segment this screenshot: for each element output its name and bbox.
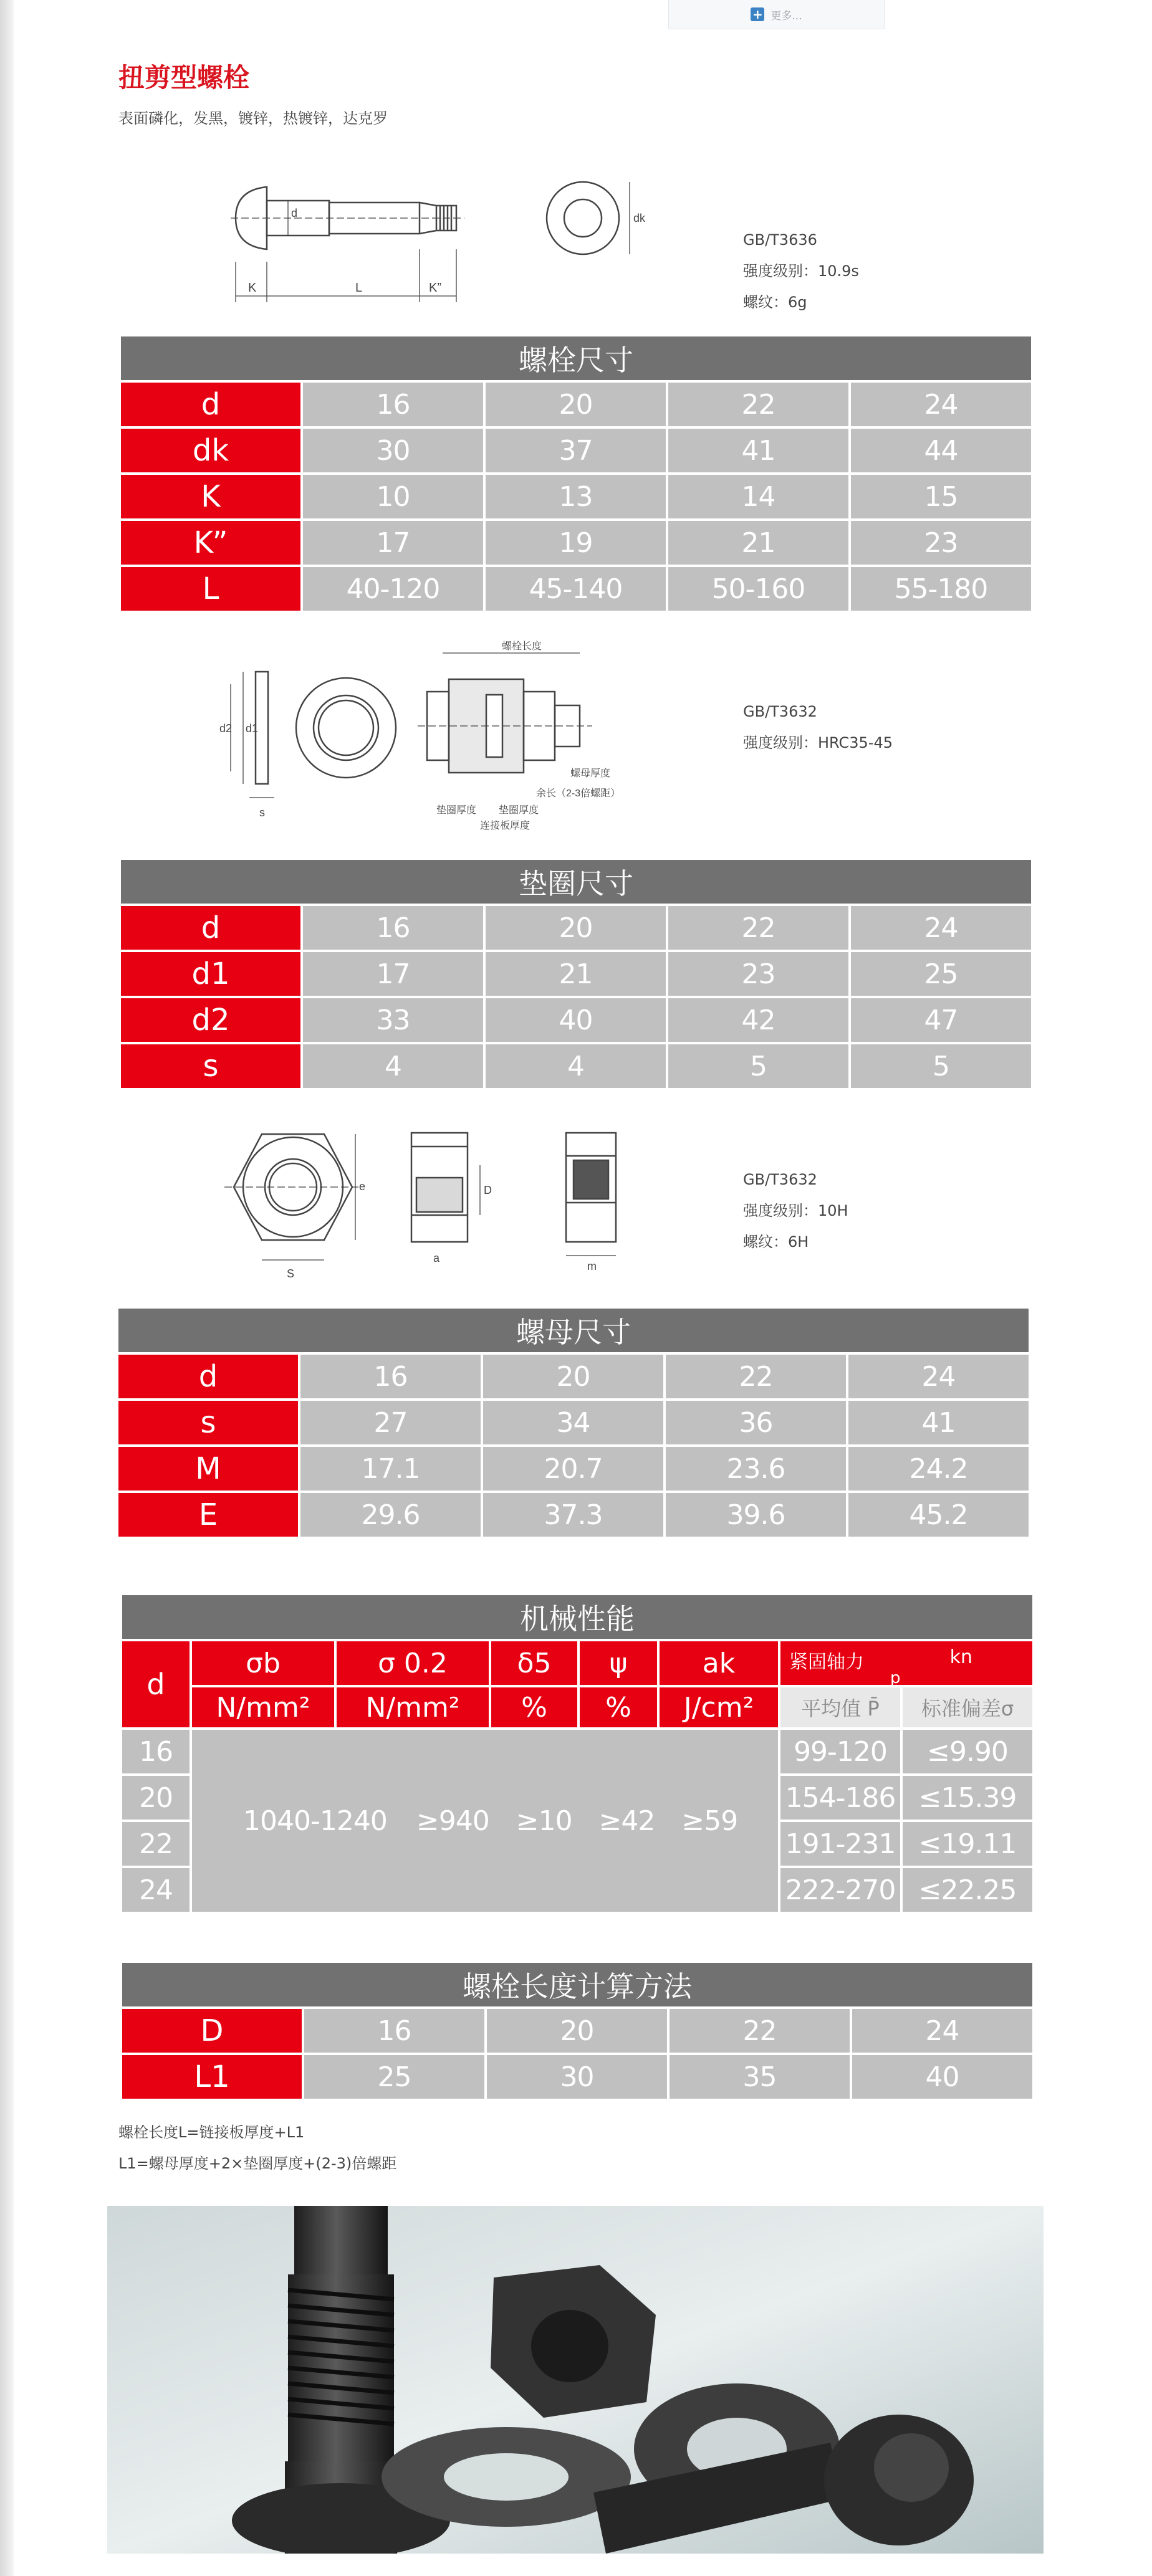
avg-head: 平均值 P̄	[779, 1686, 901, 1729]
sigma-b-head: σb	[191, 1640, 335, 1686]
table-cell: 20.7	[482, 1446, 665, 1492]
table-cell: 34	[482, 1400, 665, 1446]
preload-label: 紧固轴力	[789, 1651, 864, 1673]
dim-d1-label: d1	[246, 722, 259, 735]
table-cell: 40-120	[302, 566, 484, 612]
sigma-02-value: ≥940	[416, 1805, 489, 1837]
dim-a-label: a	[433, 1252, 440, 1264]
product-photo	[107, 2206, 1044, 2554]
dim-s-label: s	[259, 806, 265, 819]
ak-unit: J/cm²	[658, 1686, 779, 1729]
table-cell: 40	[484, 997, 667, 1043]
avg-cell: 191-231	[779, 1821, 901, 1867]
delta5-unit: %	[490, 1686, 578, 1729]
table-cell: 25	[303, 2054, 486, 2100]
table-cell: 40	[851, 2054, 1034, 2100]
row-label: d	[120, 381, 302, 427]
table-cell: 23.6	[665, 1446, 847, 1492]
dim-d-label: d	[291, 207, 298, 219]
dim-s-label: S	[287, 1267, 295, 1280]
table-cell: 20	[486, 2008, 668, 2054]
table-cell: 30	[486, 2054, 668, 2100]
table-cell: 13	[484, 474, 667, 520]
preload-head	[779, 1640, 1034, 1686]
table-cell: 44	[850, 427, 1032, 474]
table-cell: 15	[850, 474, 1032, 520]
row-label: d1	[120, 951, 302, 997]
table-cell: 22	[668, 2008, 851, 2054]
surface-treatment-text: 表面磷化，发黑，镀锌，热镀锌，达克罗	[118, 110, 388, 127]
row-label: E	[117, 1492, 299, 1538]
length-table-title: 螺栓长度计算方法	[121, 1962, 1034, 2008]
washer-spec-list	[743, 696, 893, 758]
washer-drawing	[206, 636, 679, 841]
row-label: d2	[120, 997, 302, 1043]
table-cell: 45-140	[484, 566, 667, 612]
plus-icon: +	[751, 7, 764, 21]
table-cell: 24.2	[847, 1446, 1030, 1492]
d-column-head: d	[121, 1640, 191, 1729]
more-link[interactable]	[668, 0, 885, 29]
table-cell: 41	[667, 427, 850, 474]
nut-size-table	[116, 1306, 1031, 1539]
table-cell: 45.2	[847, 1492, 1030, 1538]
bolt-grade: 强度级别：10.9s	[743, 262, 859, 280]
table-cell: 24	[851, 2008, 1034, 2054]
washer-size-table	[118, 857, 1034, 1090]
row-label: L	[120, 566, 302, 612]
table-cell: 10	[302, 474, 484, 520]
table-cell: 17	[302, 520, 484, 566]
extra-length-label: 余长（2-3倍螺距）	[536, 788, 621, 799]
row-label: L1	[121, 2054, 303, 2100]
table-cell: 37	[484, 427, 667, 474]
dev-cell: ≤9.90	[901, 1729, 1034, 1775]
dim-e-label: e	[359, 1180, 366, 1193]
table-cell: 14	[667, 474, 850, 520]
dim-m-label: m	[587, 1260, 597, 1272]
bolt-thread: 螺纹：6g	[743, 293, 807, 311]
dim-k2-label: K”	[429, 281, 441, 295]
table-cell: 19	[484, 520, 667, 566]
table-cell: 20	[482, 1353, 665, 1400]
ak-head: ak	[658, 1640, 779, 1686]
page-title: 扭剪型螺栓	[118, 62, 250, 93]
table-cell: 23	[850, 520, 1032, 566]
nut-table-title: 螺母尺寸	[117, 1307, 1030, 1353]
row-label: d	[120, 905, 302, 951]
table-cell: 21	[667, 520, 850, 566]
table-cell: 47	[850, 997, 1032, 1043]
bolt-drawing	[231, 168, 667, 318]
dim-d-label: D	[484, 1184, 492, 1196]
dev-cell: ≤19.11	[901, 1821, 1034, 1867]
psi-value: ≥42	[598, 1805, 655, 1837]
table-cell: 24	[847, 1353, 1030, 1400]
ak-value: ≥59	[681, 1805, 738, 1837]
table-cell: 30	[302, 427, 484, 474]
table-cell: 4	[302, 1043, 484, 1089]
table-cell: 27	[299, 1400, 482, 1446]
dim-k-label: K	[248, 281, 257, 295]
nut-spec-list	[743, 1164, 848, 1257]
length-table	[120, 1960, 1035, 2101]
nut-standard: GB/T3632	[743, 1171, 817, 1188]
merged-values-cell	[191, 1729, 779, 1913]
table-cell: 20	[484, 381, 667, 427]
d-cell: 24	[121, 1867, 191, 1913]
d-cell: 16	[121, 1729, 191, 1775]
plate-thickness-label: 连接板厚度	[480, 821, 530, 831]
mechanical-table	[120, 1593, 1035, 1914]
row-label: d	[117, 1353, 299, 1400]
row-label: M	[117, 1446, 299, 1492]
delta5-head: δ5	[490, 1640, 578, 1686]
formula-line-1: 螺栓长度L=链接板厚度+L1	[118, 2124, 305, 2141]
table-cell: 22	[667, 381, 850, 427]
table-cell: 42	[667, 997, 850, 1043]
table-cell: 24	[850, 381, 1032, 427]
washer-thickness-label-1: 垫圈厚度	[436, 805, 477, 816]
table-cell: 29.6	[299, 1492, 482, 1538]
washer-thickness-label-2: 垫圈厚度	[499, 805, 539, 816]
table-cell: 5	[850, 1043, 1032, 1089]
row-label: K”	[120, 520, 302, 566]
sigma-b-value: 1040-1240	[243, 1805, 387, 1837]
row-label: dk	[120, 427, 302, 474]
psi-unit: %	[578, 1686, 658, 1729]
nut-thread: 螺纹：6H	[743, 1233, 809, 1251]
table-cell: 22	[665, 1353, 847, 1400]
washer-table-title: 垫圈尺寸	[120, 859, 1032, 905]
row-label: D	[121, 2008, 303, 2054]
dev-head: 标准偏差σ	[901, 1686, 1034, 1729]
d-cell: 22	[121, 1821, 191, 1867]
delta5-value: ≥10	[516, 1805, 572, 1837]
table-cell: 24	[850, 905, 1032, 951]
preload-unit: kn	[949, 1646, 972, 1668]
preload-sub: p	[890, 1669, 901, 1687]
bolt-spec-list	[743, 224, 859, 318]
table-cell: 20	[484, 905, 667, 951]
avg-cell: 222-270	[779, 1867, 901, 1913]
nut-grade: 强度级别：10H	[743, 1202, 848, 1219]
table-cell: 50-160	[667, 566, 850, 612]
sigma-b-unit: N/mm²	[191, 1686, 335, 1729]
dim-l-label: L	[355, 281, 363, 295]
avg-cell: 154-186	[779, 1775, 901, 1821]
table-cell: 17	[302, 951, 484, 997]
table-cell: 41	[847, 1400, 1030, 1446]
table-cell: 37.3	[482, 1492, 665, 1538]
more-label: 更多...	[770, 9, 802, 22]
d-cell: 20	[121, 1775, 191, 1821]
psi-head: ψ	[578, 1640, 658, 1686]
left-edge-shadow	[0, 0, 14, 2576]
row-label: s	[117, 1400, 299, 1446]
table-cell: 39.6	[665, 1492, 847, 1538]
table-cell: 16	[302, 905, 484, 951]
dev-cell: ≤22.25	[901, 1867, 1034, 1913]
table-cell: 35	[668, 2054, 851, 2100]
sigma-02-head: σ 0.2	[335, 1640, 490, 1686]
washer-standard: GB/T3632	[743, 703, 817, 720]
nut-drawing	[224, 1122, 655, 1284]
bolt-size-table	[118, 334, 1034, 613]
row-label: K	[120, 474, 302, 520]
bolt-table-title: 螺栓尺寸	[120, 335, 1032, 381]
table-cell: 22	[667, 905, 850, 951]
table-cell: 36	[665, 1400, 847, 1446]
table-cell: 21	[484, 951, 667, 997]
table-cell: 16	[303, 2008, 486, 2054]
table-cell: 55-180	[850, 566, 1032, 612]
dim-dk-label: dk	[633, 212, 646, 224]
table-cell: 33	[302, 997, 484, 1043]
formula-line-2: L1=螺母厚度+2×垫圈厚度+(2-3)倍螺距	[118, 2155, 397, 2172]
nut-thickness-label: 螺母厚度	[570, 768, 611, 779]
table-cell: 16	[299, 1353, 482, 1400]
sigma-02-unit: N/mm²	[335, 1686, 490, 1729]
dim-d2-label: d2	[219, 722, 233, 735]
avg-cell: 99-120	[779, 1729, 901, 1775]
table-cell: 23	[667, 951, 850, 997]
table-cell: 17.1	[299, 1446, 482, 1492]
bolt-length-label: 螺栓长度	[502, 641, 542, 652]
mechanical-table-title: 机械性能	[121, 1594, 1034, 1640]
dev-cell: ≤15.39	[901, 1775, 1034, 1821]
table-cell: 4	[484, 1043, 667, 1089]
washer-grade: 强度级别：HRC35-45	[743, 734, 893, 751]
table-cell: 25	[850, 951, 1032, 997]
table-cell: 5	[667, 1043, 850, 1089]
table-cell: 16	[302, 381, 484, 427]
row-label: s	[120, 1043, 302, 1089]
bolt-standard: GB/T3636	[743, 231, 817, 249]
